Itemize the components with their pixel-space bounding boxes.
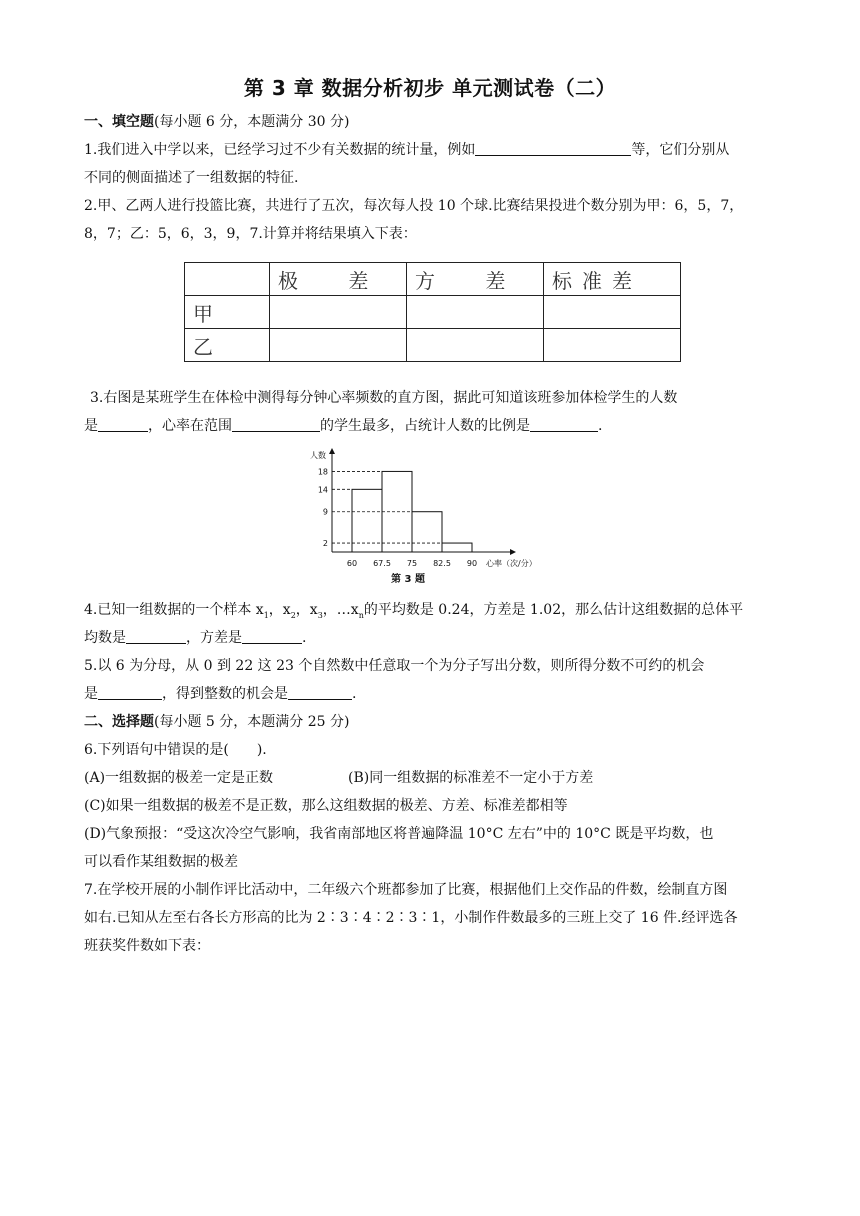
y-axis-label: 人数 <box>310 451 326 460</box>
q6-option-c[interactable]: (C)如果一组数据的极差不是正数，那么这组数据的极差、方差、标准差都相等 <box>84 798 568 814</box>
q3-line-1: 3.右图是某班学生在体检中测得每分钟心率频数的直方图，据此可知道该班参加体检学生的人数 <box>90 390 678 406</box>
q3-text-a: 是 <box>84 418 98 434</box>
q4-sep-2: ，x <box>295 602 318 618</box>
q3-text-b: ，心率在范围 <box>148 418 232 434</box>
q5-text-b: ，得到整数的机会是 <box>162 686 288 702</box>
q5-text-c: . <box>352 686 357 702</box>
q6-option-d-line-2: 可以看作某组数据的极差 <box>84 854 238 870</box>
q4-blank-2[interactable] <box>242 629 302 644</box>
q3-blank-1[interactable] <box>98 417 148 432</box>
q1-text-a: 1.我们进入中学以来，已经学习过不少有关数据的统计量，例如 <box>84 142 476 158</box>
q4-text-c: 均数是 <box>84 630 126 646</box>
q4-sub-2: 2 <box>290 610 296 620</box>
y-axis-arrow <box>329 448 335 454</box>
q5-blank-2[interactable] <box>288 685 352 700</box>
q4-text-d: ，方差是 <box>186 630 242 646</box>
q5-text-a: 是 <box>84 686 98 702</box>
q4-sub-n: n <box>358 610 364 620</box>
histogram-bar <box>352 489 382 552</box>
y-tick-label: 18 <box>317 467 328 477</box>
q4-text-a: 4.已知一组数据的一个样本 x <box>84 602 264 618</box>
table-cell[interactable] <box>544 296 681 329</box>
stats-table <box>184 262 681 362</box>
table-cell[interactable] <box>544 329 681 362</box>
table-cell[interactable] <box>407 296 544 329</box>
q4-text-e: . <box>302 630 307 646</box>
q3-blank-2[interactable] <box>232 417 320 432</box>
table-cell[interactable] <box>270 296 407 329</box>
x-tick-label: 67.5 <box>373 559 391 568</box>
q6-stem: 6.下列语句中错误的是( ). <box>84 742 267 758</box>
q6-options-ab <box>84 768 784 788</box>
q1-line-2: 不同的侧面描述了一组数据的特征. <box>84 170 299 186</box>
table-header-stddev: 标准差 <box>544 263 681 296</box>
table-row-label: 甲 <box>185 296 270 329</box>
q2-line-2: 8，7；乙：5，6，3，9，7.计算并将结果填入下表： <box>84 226 417 242</box>
q7-line-3: 班获奖件数如下表： <box>84 938 210 954</box>
table-header-variance: 方 差 <box>407 263 544 296</box>
table-row <box>185 296 681 329</box>
q3-blank-3[interactable] <box>530 417 598 432</box>
q1-line-1 <box>84 140 784 160</box>
q1-text-b: 等，它们分别从 <box>631 142 730 158</box>
q4-blank-1[interactable] <box>126 629 186 644</box>
q2-line-1: 2.甲、乙两人进行投篮比赛，共进行了五次，每次每人投 10 个球.比赛结果投进个数分别为甲：6，5，7， <box>84 198 744 214</box>
q4-sep-3: ，…x <box>322 602 359 618</box>
heart-rate-histogram <box>300 446 540 588</box>
q4-sub-3: 3 <box>317 610 323 620</box>
x-tick-label: 60 <box>346 559 358 568</box>
table-header-row <box>185 263 681 296</box>
q3-line-2 <box>84 416 784 436</box>
table-row <box>185 329 681 362</box>
q3-text-c: 的学生最多，占统计人数的比例是 <box>320 418 530 434</box>
q5-line-1: 5.以 6 为分母，从 0 到 22 这 23 个自然数中任意取一个为分子写出分数，则所得分数不可约的机会 <box>84 658 705 674</box>
table-corner-cell <box>185 263 270 296</box>
y-tick-label: 14 <box>317 485 328 495</box>
section-1-heading <box>84 112 784 132</box>
q1-blank[interactable] <box>475 141 631 156</box>
histogram-bar <box>412 512 442 552</box>
section-2-heading <box>84 712 784 732</box>
x-axis-label: 心率（次/分） <box>486 559 537 568</box>
q7-line-2: 如右.已知从左至右各长方形高的比为 2∶3∶4∶2∶3∶1，小制作件数最多的三班上交了 16 件.经评选各 <box>84 910 738 926</box>
q3-text-d: . <box>598 418 603 434</box>
table-row-label: 乙 <box>185 329 270 362</box>
section-1-note: (每小题 6 分，本题满分 30 分) <box>154 114 350 130</box>
q6-option-d-line-1[interactable]: (D)气象预报：“受这次冷空气影响，我省南部地区将普遍降温 10°C 左右”中的 10°C 既是平均数，也 <box>84 826 714 842</box>
q7-line-1: 7.在学校开展的小制作评比活动中，二年级六个班都参加了比赛，根据他们上交作品的件数，绘制直方图 <box>84 882 728 898</box>
q4-line-1 <box>84 600 784 626</box>
x-tick-label: 75 <box>406 559 418 568</box>
section-2-label: 二、选择题 <box>84 714 154 730</box>
section-2-note: (每小题 5 分，本题满分 25 分) <box>154 714 350 730</box>
chart-caption: 第 3 题 <box>391 574 425 585</box>
section-1-label: 一、填空题 <box>84 114 154 130</box>
table-cell[interactable] <box>407 329 544 362</box>
q6-option-b[interactable]: (B)同一组数据的标准差不一定小于方差 <box>348 770 594 786</box>
y-tick-label: 2 <box>322 539 328 549</box>
table-header-range: 极 差 <box>270 263 407 296</box>
table-cell[interactable] <box>270 329 407 362</box>
q4-text-b: 的平均数是 0.24，方差是 1.02，那么估计这组数据的总体平 <box>363 602 744 618</box>
q4-line-2 <box>84 628 784 648</box>
histogram-bar <box>442 543 472 552</box>
q5-blank-1[interactable] <box>98 685 162 700</box>
q4-sub-1: 1 <box>263 610 269 620</box>
q6-option-a[interactable]: (A)一组数据的极差一定是正数 <box>84 770 274 786</box>
x-axis-arrow <box>510 549 516 555</box>
page-title: 第 3 章 数据分析初步 单元测试卷（二） <box>243 76 617 100</box>
x-tick-label: 90 <box>466 559 478 568</box>
q5-line-2 <box>84 684 784 704</box>
q4-sep-1: ，x <box>268 602 291 618</box>
x-tick-label: 82.5 <box>433 559 451 568</box>
y-tick-label: 9 <box>322 507 328 517</box>
